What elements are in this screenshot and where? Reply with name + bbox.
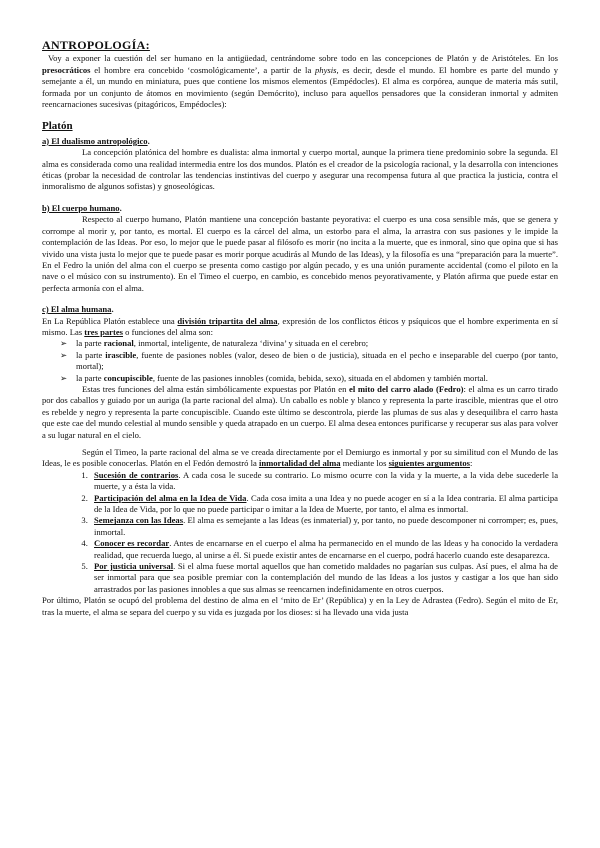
list-item: 2. Participación del alma en la Idea de Vida. Cada cosa imita a una Idea y no puede acoger en sí a la Idea contraria. El alma participa de la Idea de Vida, por lo que no puede participar o imitar a la Idea de Muerte, por tanto, el alma es inmortal. (90, 493, 558, 516)
arrow-bullet-icon: ➢ (60, 349, 68, 360)
tripartite-paragraph: En La República Platón establece una división tripartita del alma, expresión de los conflictos éticos y psíquicos que el hombre experimenta en sí mismo. Las tres partes o funciones del alma son: (42, 315, 559, 337)
immortality-paragraph: Según el Timeo, la parte racional del alma se ve creada directamente por el Demiurgo es inmortal y por su similitud con el Mundo de las Ideas, le es posible conocerlas. Platón en el Fedón demostró la inmortalidad del alma mediante los siguientes argumentos: (42, 447, 558, 469)
subsection-title-dualism: a) El dualismo antropológico. (42, 135, 150, 146)
list-item: 4. Conocer es recordar. Antes de encarnarse en el cuerpo el alma ha permanecido en el mundo de las Ideas y ha conocido la verdadera realidad, que recuerda luego, al unirse a él. Si puede existir antes de encarnarse en el cuerpo, podrá hacerlo cuando este desaparezca. (90, 538, 558, 561)
intro-paragraph: Voy a exponer la cuestión del ser humano en la antigüedad, centrándome sobre todo en las concepciones de Platón y de Aristóteles. En los presocráticos el hombre era concebido ‘cosmológicamente’, a partir de la physis, es decir, desde el mundo. El hombre es parte del mundo y semejante a él, un mundo en miniatura, pues que contiene los mismos elementos (Empédocles). El alma es corpórea, aunque de materia más sutil, formada por un conjunto de átomos en movimiento (según Demócrito), incluso para aquellos pensadores que la consideran inmortal y admiten reencarnaciones sucesivas (pitagóricos, Empédocles): (42, 53, 558, 110)
final-paragraph: Por último, Platón se ocupó del problema del destino de alma en el ‘mito de Er’ (República) y en la Ley de Adrastea (Fedro). Según el mito de Er, tras la muerte, el alma se separa del cuerpo y su vida es juzgada por los dioses: si ha llevado una vida justa (42, 595, 558, 617)
arrow-bullet-icon: ➢ (60, 372, 68, 383)
subsection-title-soul: c) El alma humana. (42, 304, 114, 315)
document-title: ANTROPOLOGÍA: (42, 38, 150, 52)
body-paragraph: Respecto al cuerpo humano, Platón mantiene una concepción bastante peyorativa: el cuerpo es una cosa sensible más, que se genera y corrompe al morir y, por tanto, es mortal. El cuerpo es la cárcel del alma, un estorbo para el alma, la arrastra con sus pasiones y le impide la contemplación de las Ideas. Por eso, lo mejor que le puede pasar al filósofo es morir (no incita a la muerte, que es inmoral, sino que opina que si has vivido una vista justa lo mejor que te puede pasar es morir porque acudirás al Mundo de las Ideas), y la filosofía es una “preparación para la muerte”. En el Fedro la unión del alma con el cuerpo se presenta como castigo por algún pecado, y es una unión puramente accidental (como el piloto en la nave o el músico con su instrumento). En el Timeo el cuerpo, en cambio, es concebido menos peyorativamente, y Platón afirma que puede estar en perfecta armonía con el alma. (42, 214, 558, 293)
list-item: 3. Semejanza con las Ideas. El alma es semejante a las Ideas (es inmaterial) y, por tanto, no puede descomponer ni corromper; es, pues, inmortal. (90, 515, 558, 538)
list-item: 5. Por justicia universal. Si el alma fuese mortal aquellos que han cometido maldades no pagarían sus culpas. Así pues, el alma ha de ser inmortal para que sea posible premiar con la contemplación del mundo de las Ideas a los justos y castigar a los que han sido arrastrados por las pasiones innobles a que sus almas se reencarnen indefinidamente en otros cuerpos. (90, 561, 558, 595)
winged-chariot-paragraph: Estas tres funciones del alma están simbólicamente expuestas por Platón en el mito del carro alado (Fedro): el alma es un carro tirado por dos caballos y guiado por un auriga (la parte racional del alma). Un caballo es noble y blanco y representa la parte irascible, mientras que el otro es rebelde y negro y representa la parte concupiscible. Cuando este último se descontrola, pierde las plumas de sus alas y desequilibra el carro hasta que este cae del mundo celestial al mundo sensible y queda atrapado en un cuerpo. El alma desea entonces purificarse y recuperar sus alas para volver a su lugar natural en el cielo. (42, 383, 558, 440)
section-heading-platon: Platón (42, 120, 73, 133)
list-item: ➢ la parte concupiscible, fuente de las pasiones innobles (comida, bebida, sexo), situada en el abdomen y también mortal. (60, 372, 488, 383)
list-item: ➢ la parte irascible, fuente de pasiones nobles (valor, deseo de bien o de justicia), situada en el pecho e inseparable del cuerpo (por tanto, mortal); (60, 349, 558, 372)
dualism-paragraph: La concepción platónica del hombre es dualista: alma inmortal y cuerpo mortal, aunque la primera tiene predominio sobre la segunda. El alma es considerada como una realidad intermedia entre los dos mundos. Platón es el creador de la psicología racional, y la desarrolla con intenciones éticas (probar la necesidad de controlar las tendencias instintivas del cuerpo y asegurar una recompensa futura al que practica la justicia, contra el inmoralismo de algunos sofistas) y gnoseológicas. (42, 147, 558, 192)
list-item: ➢ la parte racional, inmortal, inteligente, de naturaleza ‘divina’ y situada en el cerebro; (60, 338, 369, 349)
arguments-list (42, 470, 558, 595)
subsection-title-body: b) El cuerpo humano. (42, 202, 122, 213)
list-item: 1. Sucesión de contrarios. A cada cosa le sucede su contrario. Lo mismo ocurre con la vida y la muerte, a la vida debe sucederle la muerte, y a ésta la vida. (90, 470, 558, 493)
arrow-bullet-icon: ➢ (60, 338, 68, 349)
soul-parts-list (42, 338, 558, 384)
